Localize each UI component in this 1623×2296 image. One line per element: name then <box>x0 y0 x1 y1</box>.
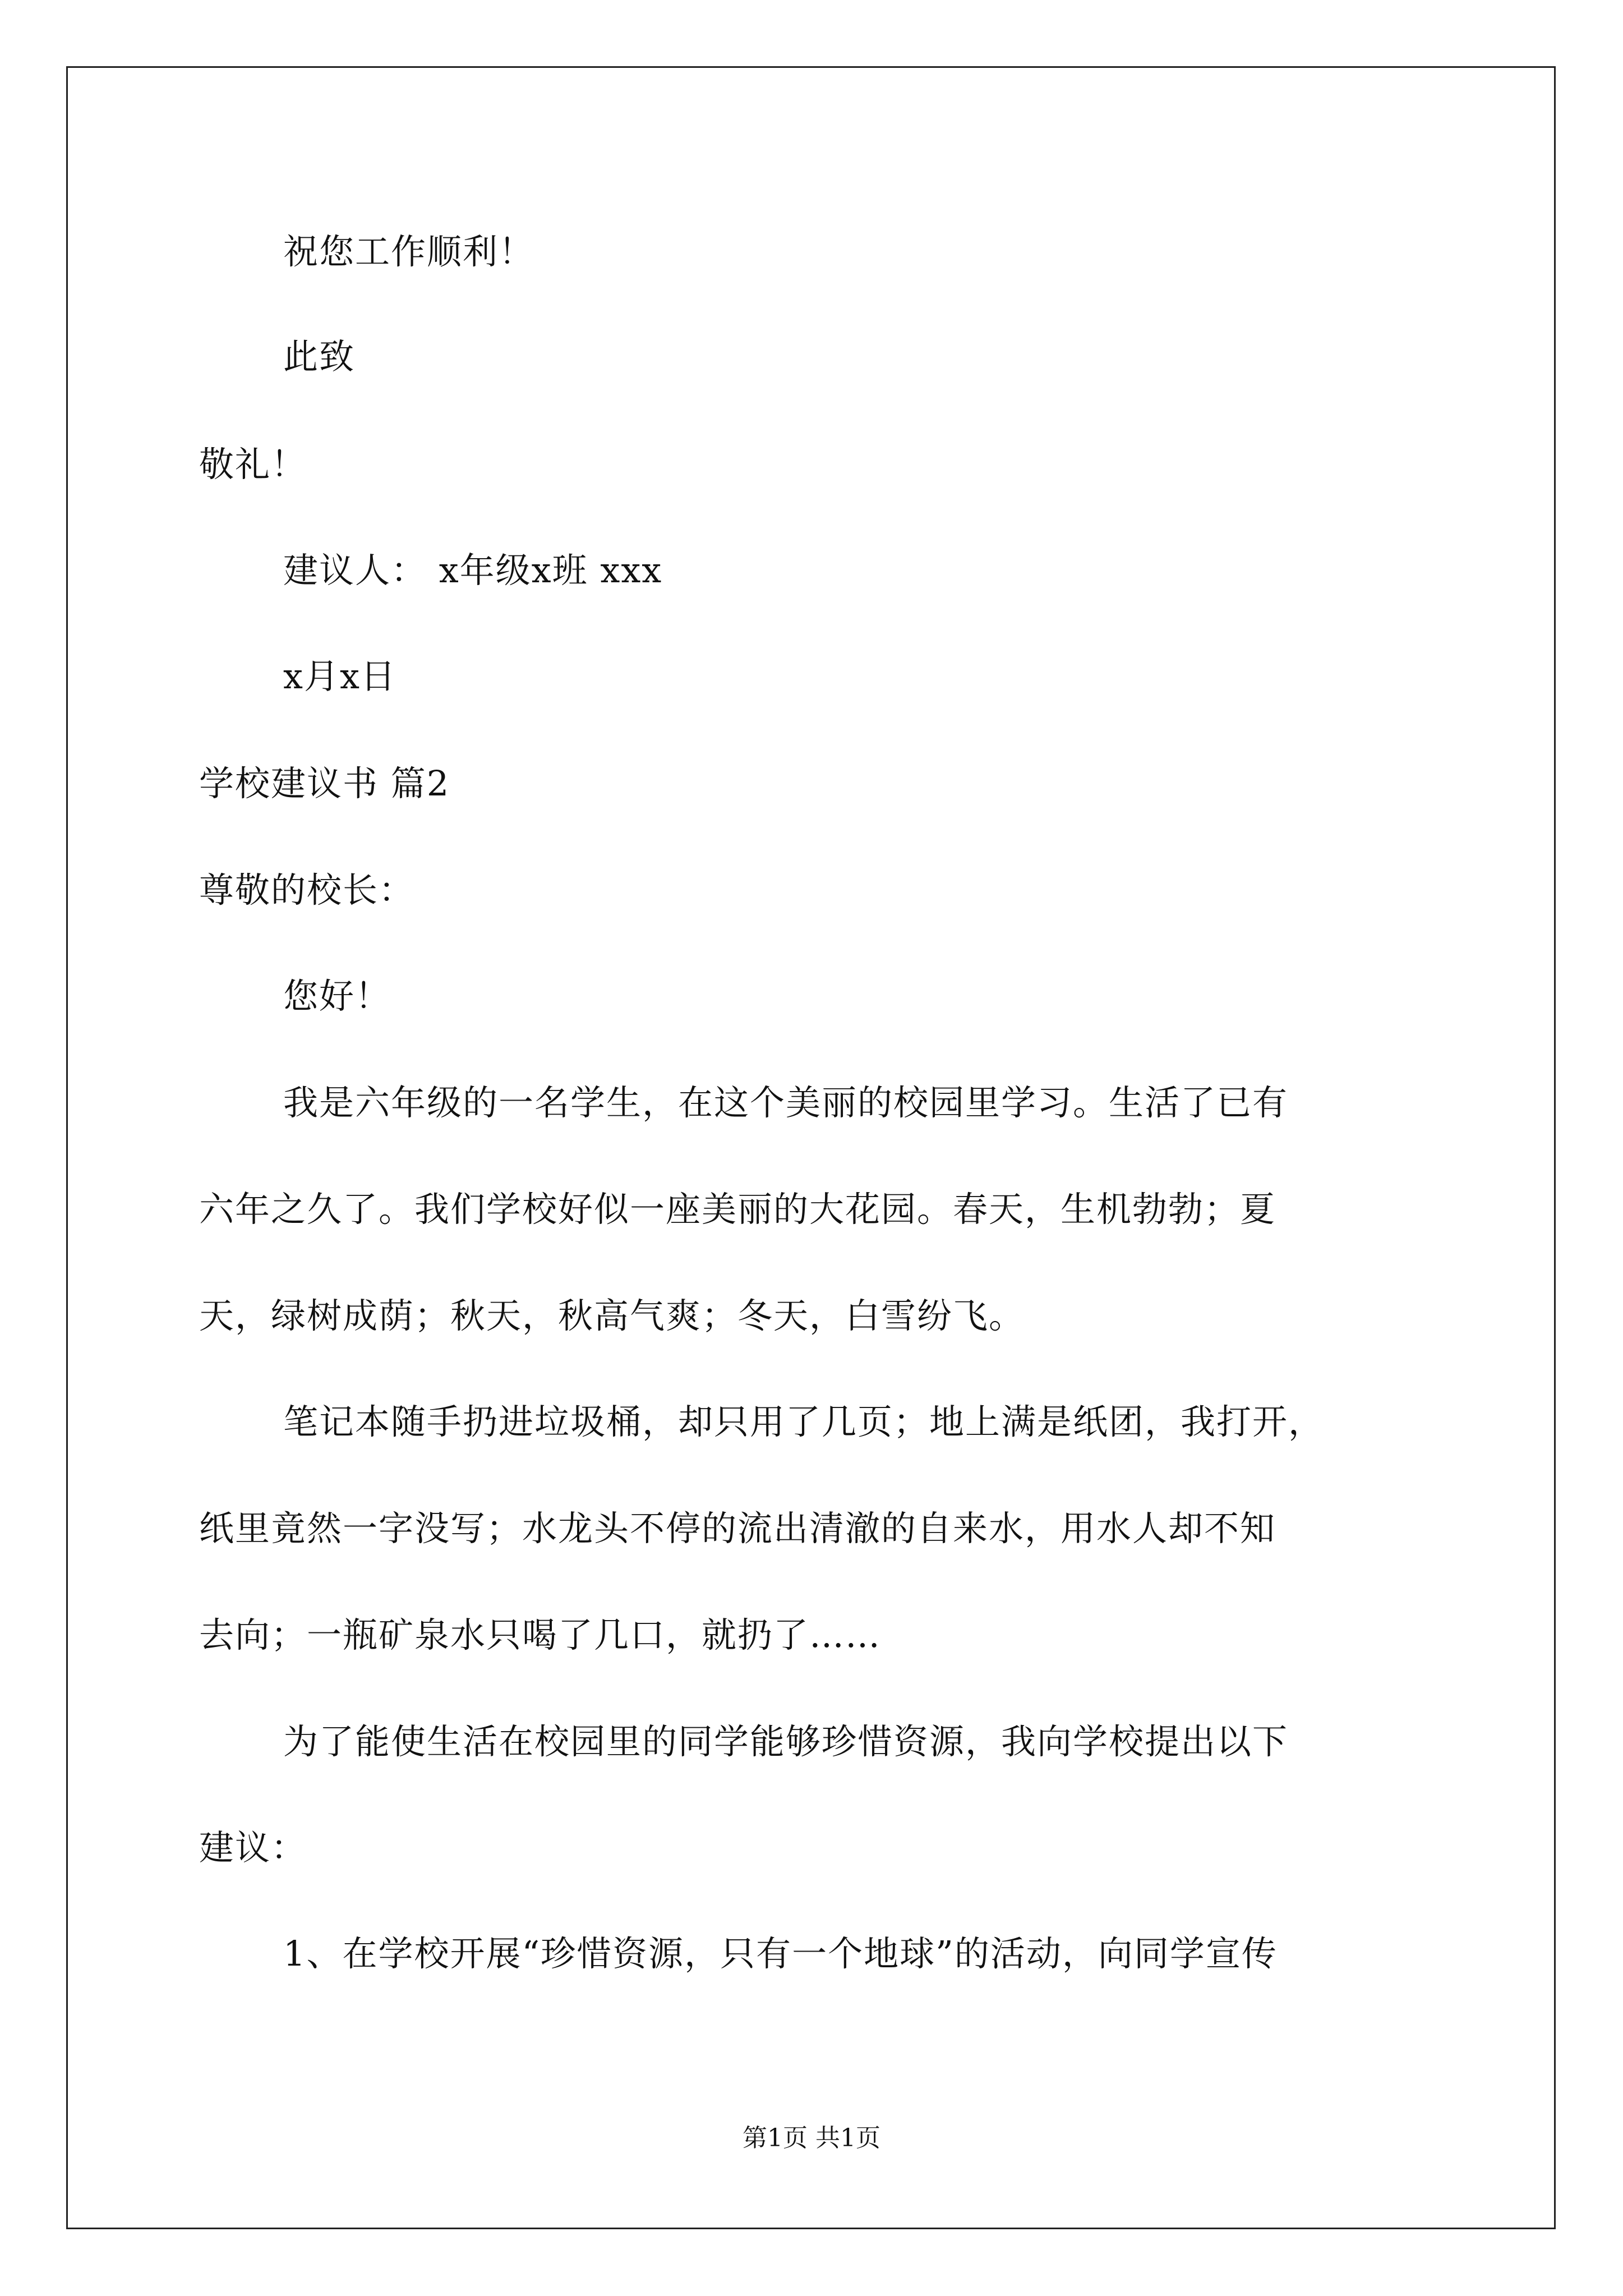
paragraph-line: 我是六年级的一名学生，在这个美丽的校园里学习。生活了已有 <box>283 1082 1289 1123</box>
paragraph-line: 去向；一瓶矿泉水只喝了几口，就扔了…… <box>199 1614 882 1655</box>
greeting-recipient: 尊敬的校长： <box>199 869 415 910</box>
closing-salutation: 此致 <box>283 336 356 377</box>
greeting-hello: 您好！ <box>283 976 391 1016</box>
paragraph-line: 建议： <box>199 1827 307 1868</box>
paragraph-line: 纸里竟然一字没写；水龙头不停的流出清澈的自来水，用水人却不知 <box>199 1508 1276 1549</box>
paragraph-line: 为了能使生活在校园里的同学能够珍惜资源，我向学校提出以下 <box>283 1721 1289 1762</box>
date-line: x月x日 <box>283 656 396 697</box>
page-border <box>66 66 1556 2229</box>
list-item-1: 1、在学校开展“珍惜资源，只有一个地球”的活动，向同学宣传 <box>283 1933 1278 1974</box>
paragraph-line: 六年之久了。我们学校好似一座美丽的大花园。春天，生机勃勃；夏 <box>199 1189 1276 1230</box>
page-footer: 第1页 共1页 <box>743 2124 880 2152</box>
proposer-line: 建议人： x年级x班 xxx <box>283 550 663 591</box>
closing-wish: 祝您工作顺利！ <box>283 231 535 272</box>
paragraph-line: 天，绿树成荫；秋天，秋高气爽；冬天，白雪纷飞。 <box>199 1295 1025 1336</box>
section-heading: 学校建议书 篇2 <box>199 763 450 804</box>
closing-regards: 敬礼！ <box>199 444 307 485</box>
paragraph-line: 笔记本随手扔进垃圾桶，却只用了几页；地上满是纸团，我打开， <box>283 1401 1325 1442</box>
